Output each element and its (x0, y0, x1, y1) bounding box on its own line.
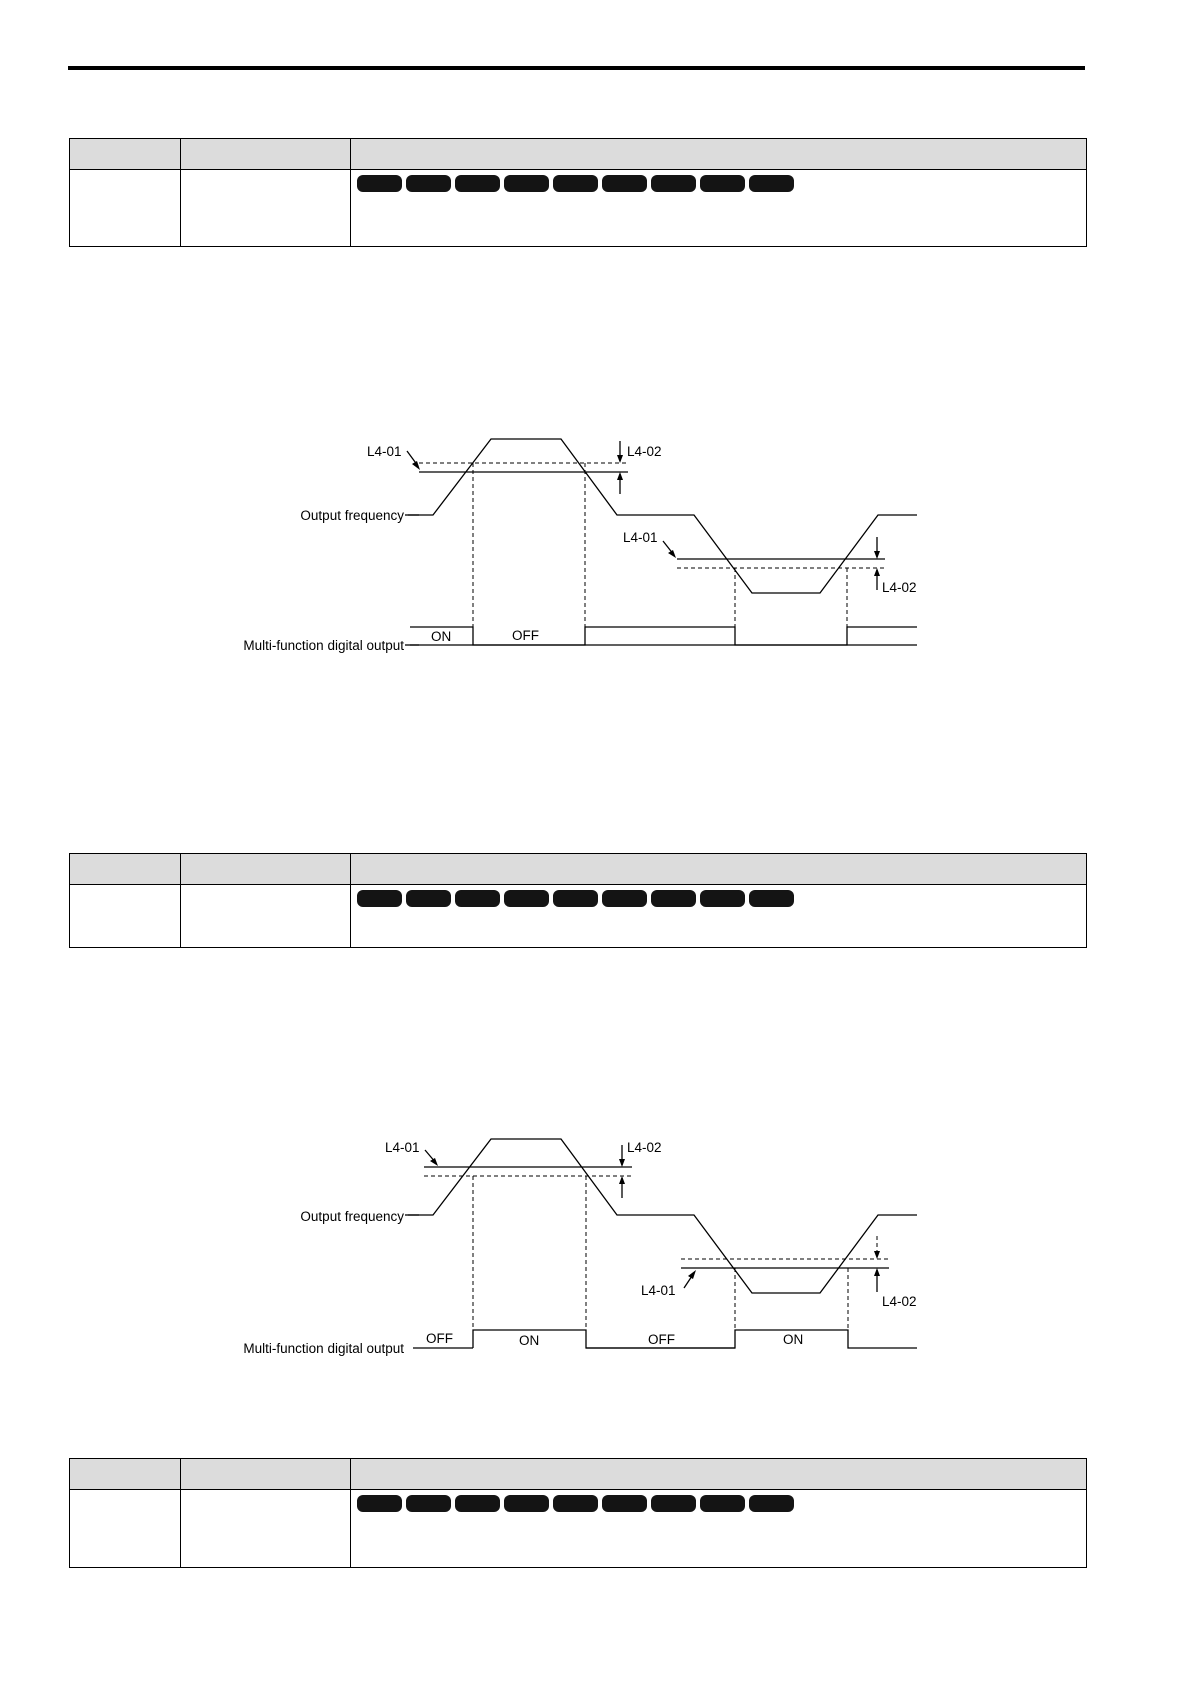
control-mode-badge (406, 1495, 451, 1512)
control-mode-badge (651, 1495, 696, 1512)
arrow-head-icon (430, 1158, 438, 1166)
parameter-description (351, 1490, 1087, 1568)
width-label: L4-02 (627, 444, 662, 459)
arrow-head-icon (874, 1268, 880, 1276)
control-mode-badges (351, 1490, 1086, 1512)
output-frequency-waveform (408, 1139, 917, 1293)
level-label: L4-01 (623, 530, 658, 545)
width-label: L4-02 (627, 1140, 662, 1155)
control-mode-badge (357, 1495, 402, 1512)
header-no (70, 1459, 181, 1490)
state-label: ON (431, 629, 452, 644)
level-label: L4-01 (367, 444, 402, 459)
digital-output-label: Multi-function digital output (243, 1341, 404, 1356)
output-frequency-label: Output frequency (300, 508, 404, 523)
control-mode-badge (504, 1495, 549, 1512)
output-frequency-label: Output frequency (300, 1209, 404, 1224)
parameter-table-3 (69, 1458, 1087, 1568)
state-label: OFF (512, 628, 539, 643)
width-label: L4-02 (882, 580, 917, 595)
arrow-head-icon (688, 1270, 696, 1279)
table-row (70, 1490, 1087, 1568)
digital-output-label: Multi-function digital output (243, 638, 404, 653)
control-mode-badge (553, 1495, 598, 1512)
control-mode-badge (749, 1495, 794, 1512)
control-mode-badge (455, 1495, 500, 1512)
parameter-number (70, 1490, 181, 1568)
control-mode-badge (602, 1495, 647, 1512)
state-label: OFF (648, 1332, 675, 1347)
parameter-name (181, 1490, 351, 1568)
header-description (351, 1459, 1087, 1490)
header-name (181, 1459, 351, 1490)
level-label: L4-01 (385, 1140, 420, 1155)
digital-output-signal (473, 1330, 917, 1348)
level-label: L4-01 (641, 1283, 676, 1298)
arrow-head-icon (619, 1159, 625, 1167)
width-label: L4-02 (882, 1294, 917, 1309)
control-mode-badge (700, 1495, 745, 1512)
arrow-head-icon (874, 1251, 880, 1259)
state-label: ON (783, 1332, 804, 1347)
arrow-head-icon (619, 1176, 625, 1184)
state-label: OFF (426, 1331, 453, 1346)
state-label: ON (519, 1333, 540, 1348)
table-header-row (70, 1459, 1087, 1490)
